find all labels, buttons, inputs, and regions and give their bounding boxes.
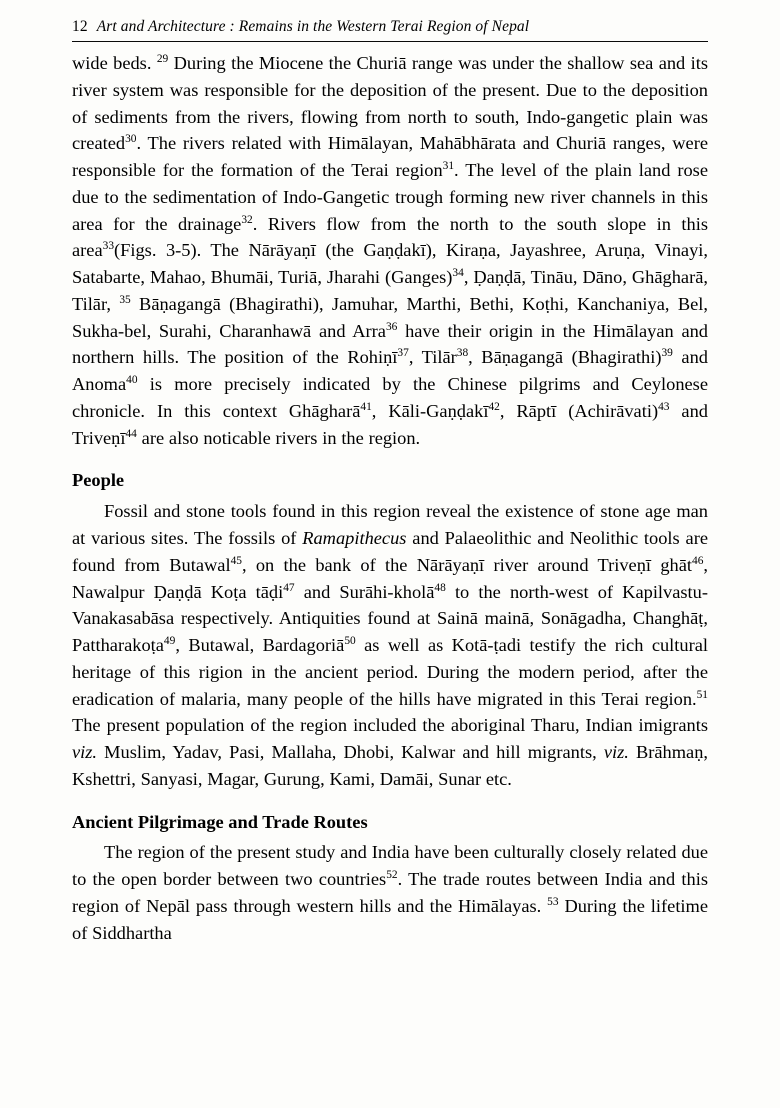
- footnote-ref: 40: [126, 374, 138, 387]
- page-number: 12: [72, 18, 88, 35]
- text-run: Fossil and stone tools found in this region reveal the existence of stone age man at various sites. The fossils of: [72, 501, 708, 549]
- italic-term: Ramapithecus: [302, 528, 407, 549]
- paragraph-routes: [72, 839, 708, 946]
- footnote-ref: 50: [344, 634, 356, 647]
- section-heading-routes: Ancient Pilgrimage and Trade Routes: [72, 811, 368, 832]
- footnote-ref: 32: [241, 213, 253, 226]
- footnote-ref: 44: [125, 427, 137, 440]
- footnote-ref: 45: [230, 554, 242, 567]
- footnote-ref: 53: [547, 895, 559, 908]
- text-run: . Rivers flow from the north to the south slope in this area: [72, 213, 708, 261]
- italic-term: viz.: [603, 742, 629, 763]
- text-run: , Rāptī (Achirāvati): [499, 400, 659, 421]
- text-run: . The trade routes between India and this region of Nepāl pass through western hills and the Himālayas.: [72, 869, 708, 916]
- text-run: are also noticable rivers in the region.: [136, 427, 421, 448]
- section-heading-people: People: [72, 470, 125, 491]
- text-run: and Triveṇī: [72, 400, 708, 448]
- header-divider: [72, 41, 708, 42]
- footnote-ref: 49: [163, 634, 176, 647]
- footnote-ref: 39: [661, 347, 673, 360]
- paragraph-rivers: [72, 50, 708, 451]
- text-run: and Palaeolithic and Neolithic tools are found from Butawal: [72, 528, 708, 575]
- footnote-ref: 46: [692, 554, 704, 567]
- text-run: The region of the present study and India have been culturally closely related due to the open border between two countries: [72, 842, 708, 890]
- footnote-ref: 38: [456, 347, 469, 360]
- footnote-ref: 30: [125, 133, 137, 146]
- text-run: Bāṇagangā (Bhagirathi), Jamuhar, Marthi, Bethi, Koṭhi, Kanchaniya, Bel, Sukha-bel, Surahi, Charanhawā and Arra: [72, 293, 708, 341]
- text-run: to the north-west of Kapilvastu-Vanakasabāsa respectively. Antiquities found at Sainā mainā, Sonāgadha, Changhāṭ, Pattharakoṭa: [72, 581, 708, 656]
- text-run: and Anoma: [72, 347, 708, 395]
- text-run: , Bāṇagangā (Bhagirathi): [468, 347, 662, 368]
- text-run: During the lifetime of Siddhartha: [72, 895, 709, 943]
- footnote-ref: 34: [452, 267, 464, 279]
- text-run: (Figs. 3-5). The Nārāyaṇī (the Gaṇḍakī), Kiraṇa, Jayashree, Aruṇa, Vinayi, Satabarte, Mahao, Bhumāi, Turiā, Jharahi (Ganges): [72, 240, 708, 288]
- running-title: Art and Architecture : Remains in the Western Terai Region of Nepal: [96, 18, 530, 35]
- text-run: , Ḍaṇḍā, Tināu, Dāno, Ghāgharā, Tilār,: [72, 267, 708, 314]
- text-run: , Tilār: [408, 347, 457, 368]
- text-run: and Surāhi-kholā: [294, 581, 435, 602]
- text-run: During the Miocene the Churiā range was under the shallow sea and its river system was responsible for the deposition of the present. Due to the deposition of sediments from the rivers, flowing from north to south, Indo-gangetic plain was created: [72, 53, 709, 154]
- text-run: The present population of the region included the aboriginal Tharu, Indian imigrants: [72, 715, 708, 736]
- text-run: have their origin in the Himālayan and northern hills. The position of the Rohiṇī: [72, 320, 708, 368]
- footnote-ref: 52: [386, 869, 398, 882]
- footnote-ref: 36: [385, 320, 398, 333]
- footnote-ref: 31: [442, 159, 455, 172]
- text-run: wide beds.: [72, 53, 157, 73]
- footnote-ref: 43: [658, 400, 670, 413]
- paragraph-people: [72, 498, 708, 792]
- page-header: [72, 18, 712, 36]
- text-run: , Butawal, Bardagoriā: [175, 635, 345, 656]
- text-run: as well as Kotā-ṭadi testify the rich cultural heritage of this rigion in the ancient period. During the modern period, after the eradication of malaria, many people of the hills have migrated in this Terai region.: [72, 635, 708, 709]
- text-run: Brāhmaṇ, Kshettri, Sanyasi, Magar, Gurung, Kami, Damāi, Sunar etc.: [72, 742, 708, 789]
- text-run: Muslim, Yadav, Pasi, Mallaha, Dhobi, Kalwar and hill migrants,: [97, 742, 604, 763]
- footnote-ref: 48: [434, 581, 446, 594]
- page-body: [72, 50, 708, 947]
- italic-term: viz.: [72, 742, 98, 763]
- footnote-ref: 42: [488, 400, 500, 413]
- footnote-ref: 37: [397, 347, 409, 360]
- footnote-ref: 29: [156, 52, 169, 65]
- text-run: , Nawalpur Ḍaṇḍā Koṭa tāḍi: [72, 554, 708, 602]
- text-run: , Kāli-Gaṇḍakī: [371, 400, 489, 421]
- footnote-ref: 41: [360, 400, 372, 413]
- footnote-ref: 35: [119, 293, 131, 306]
- text-run: . The level of the plain land rose due to the sedimentation of Indo-Gangetic trough forming new river channels in this area for the drainage: [72, 160, 708, 234]
- footnote-ref: 51: [696, 688, 708, 701]
- text-run: , on the bank of the Nārāyaṇī river around Triveṇī ghāt: [241, 554, 692, 575]
- footnote-ref: 47: [283, 581, 295, 594]
- footnote-ref: 33: [102, 240, 115, 253]
- text-run: is more precisely indicated by the Chinese pilgrims and Ceylonese chronicle. In this context Ghāgharā: [72, 374, 708, 421]
- text-run: . The rivers related with Himālayan, Mahābhārata and Churiā ranges, were responsible for the formation of the Terai region: [72, 133, 708, 181]
